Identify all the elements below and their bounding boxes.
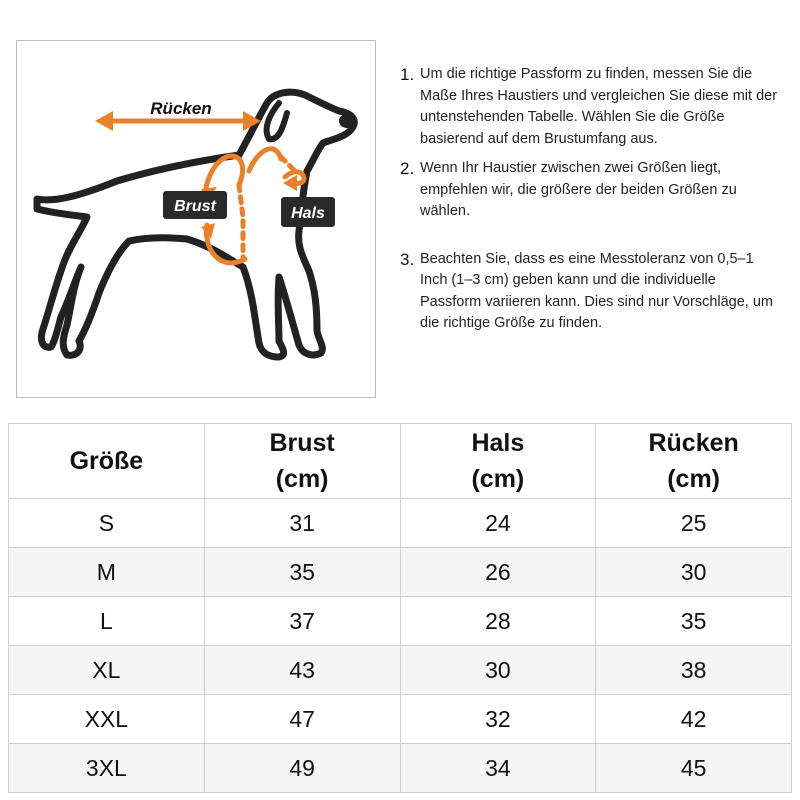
cell-size: S [9, 499, 205, 548]
cell-neck: 26 [400, 548, 596, 597]
instruction-step [398, 64, 778, 150]
table-row [9, 695, 792, 744]
instruction-step [398, 249, 778, 335]
header-back: Rücken (cm) [596, 424, 792, 499]
step-number: 2. [400, 159, 415, 178]
cell-back: 30 [596, 548, 792, 597]
chest-label: Brust [174, 198, 216, 215]
back-label: Rücken [150, 99, 212, 118]
cell-back: 42 [596, 695, 792, 744]
cell-back: 38 [596, 646, 792, 695]
cell-chest: 47 [204, 695, 400, 744]
cell-chest: 31 [204, 499, 400, 548]
cell-neck: 32 [400, 695, 596, 744]
cell-neck: 28 [400, 597, 596, 646]
size-chart-table [8, 423, 792, 793]
table-row [9, 597, 792, 646]
table-row [9, 548, 792, 597]
step-number: 1. [400, 65, 415, 84]
step-number: 3. [400, 249, 415, 269]
step-text: Wenn Ihr Haustier zwischen zwei Größen liegt, empfehlen wir, die größere der beiden Größen zu wählen. [420, 160, 737, 219]
dog-measurement-diagram [16, 40, 376, 398]
cell-chest: 35 [204, 548, 400, 597]
dog-nose-icon [339, 114, 355, 128]
cell-chest: 49 [204, 744, 400, 793]
header-chest: Brust (cm) [204, 424, 400, 499]
cell-back: 25 [596, 499, 792, 548]
instruction-step [398, 158, 778, 223]
cell-neck: 34 [400, 744, 596, 793]
cell-back: 35 [596, 597, 792, 646]
table-row [9, 499, 792, 548]
cell-neck: 30 [400, 646, 596, 695]
cell-chest: 43 [204, 646, 400, 695]
instruction-list [398, 64, 778, 335]
step-text: Beachten Sie, dass es eine Messtoleranz von 0,5–1 Inch (1–3 cm) geben kann und die individuelle Passform variieren kann. Dies sind nur Vorschläge, um die richtige Größe zu finden. [420, 250, 773, 331]
cell-size: XXL [9, 695, 205, 744]
neck-label: Hals [291, 205, 325, 222]
cell-size: XL [9, 646, 205, 695]
cell-neck: 24 [400, 499, 596, 548]
header-neck: Hals (cm) [400, 424, 596, 499]
cell-back: 45 [596, 744, 792, 793]
cell-size: 3XL [9, 744, 205, 793]
table-row [9, 646, 792, 695]
header-size: Größe [9, 424, 205, 499]
dog-illustration [17, 41, 377, 399]
step-text: Um die richtige Passform zu finden, messen Sie die Maße Ihres Haustiers und vergleichen Sie diese mit der untenstehenden Tabelle. Wählen Sie die Größe basierend auf dem Brustumfang aus. [420, 66, 778, 147]
cell-size: L [9, 597, 205, 646]
table-header-row [9, 424, 792, 499]
cell-chest: 37 [204, 597, 400, 646]
table-row [9, 744, 792, 793]
cell-size: M [9, 548, 205, 597]
